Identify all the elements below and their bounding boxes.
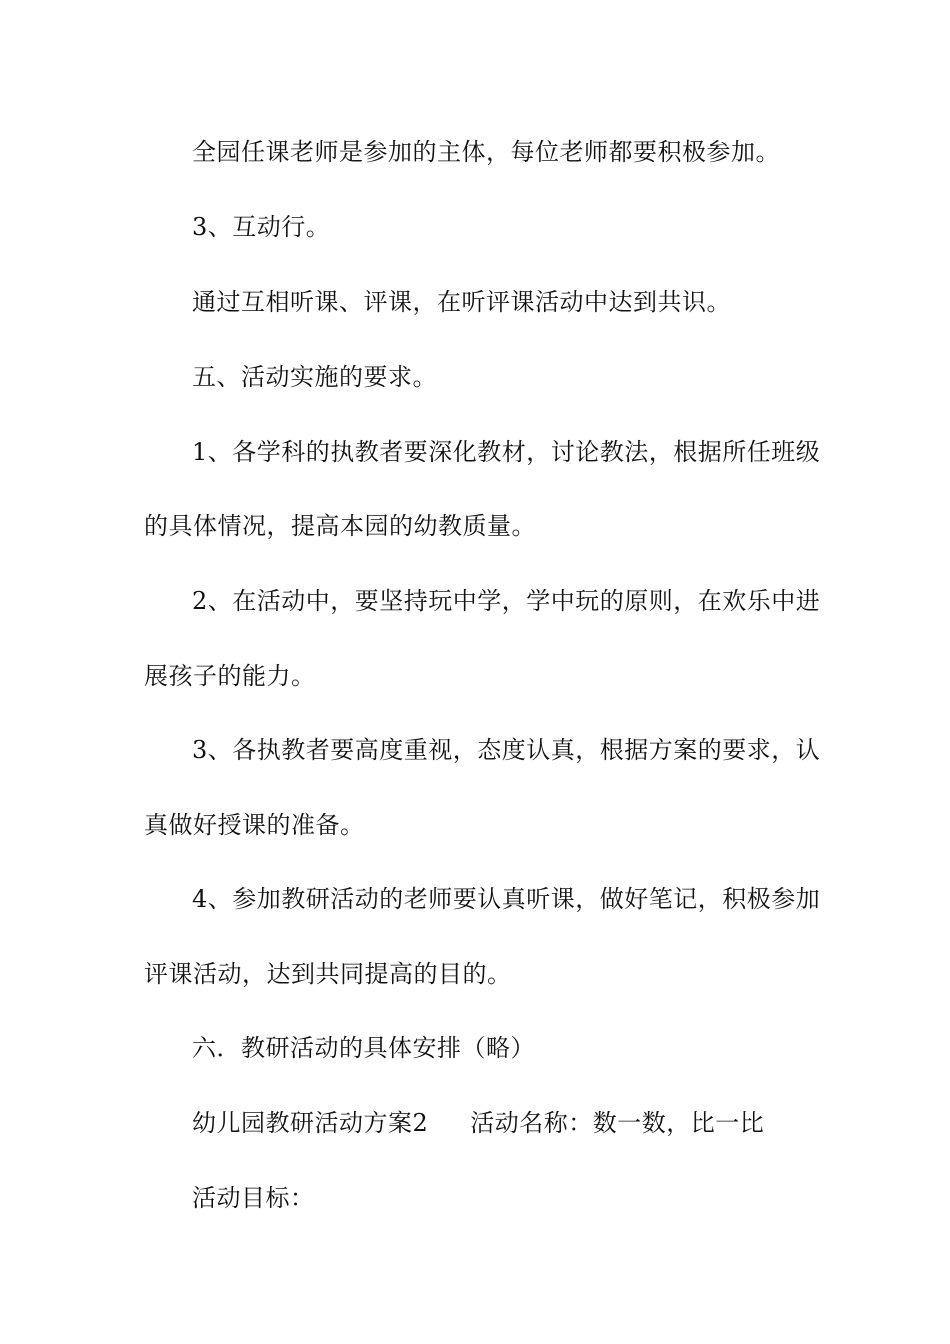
section-heading: 五、活动实施的要求。 (192, 363, 437, 391)
paragraph-line: 的具体情况，提高本园的幼教质量。 (144, 512, 536, 540)
section-heading: 六．教研活动的具体安排（略） (192, 1034, 535, 1062)
paragraph-line: 3、各执教者要高度重视，态度认真，根据方案的要求，认 (192, 736, 821, 764)
paragraph-line: 真做好授课的准备。 (144, 811, 365, 839)
paragraph-line: 通过互相听课、评课，在听评课活动中达到共识。 (192, 288, 731, 316)
activity-goal-label: 活动目标： (192, 1184, 315, 1212)
plan-title-line (192, 1108, 872, 1138)
paragraph-line: 展孩子的能力。 (144, 662, 316, 690)
paragraph-line: 评课活动，达到共同提高的目的。 (144, 960, 512, 988)
plan-title: 幼儿园教研活动方案2 (192, 1109, 429, 1137)
paragraph-line: 2、在活动中，要坚持玩中学，学中玩的原则，在欢乐中进 (192, 587, 821, 615)
activity-name: 活动名称：数一数，比一比 (470, 1109, 765, 1137)
section-item: 3、互动行。 (192, 213, 331, 241)
paragraph-line: 全园任课老师是参加的主体，每位老师都要积极参加。 (192, 138, 780, 166)
paragraph-line: 1、各学科的执教者要深化教材，讨论教法，根据所任班级 (192, 438, 821, 466)
paragraph-line: 4、参加教研活动的老师要认真听课，做好笔记，积极参加 (192, 885, 821, 913)
